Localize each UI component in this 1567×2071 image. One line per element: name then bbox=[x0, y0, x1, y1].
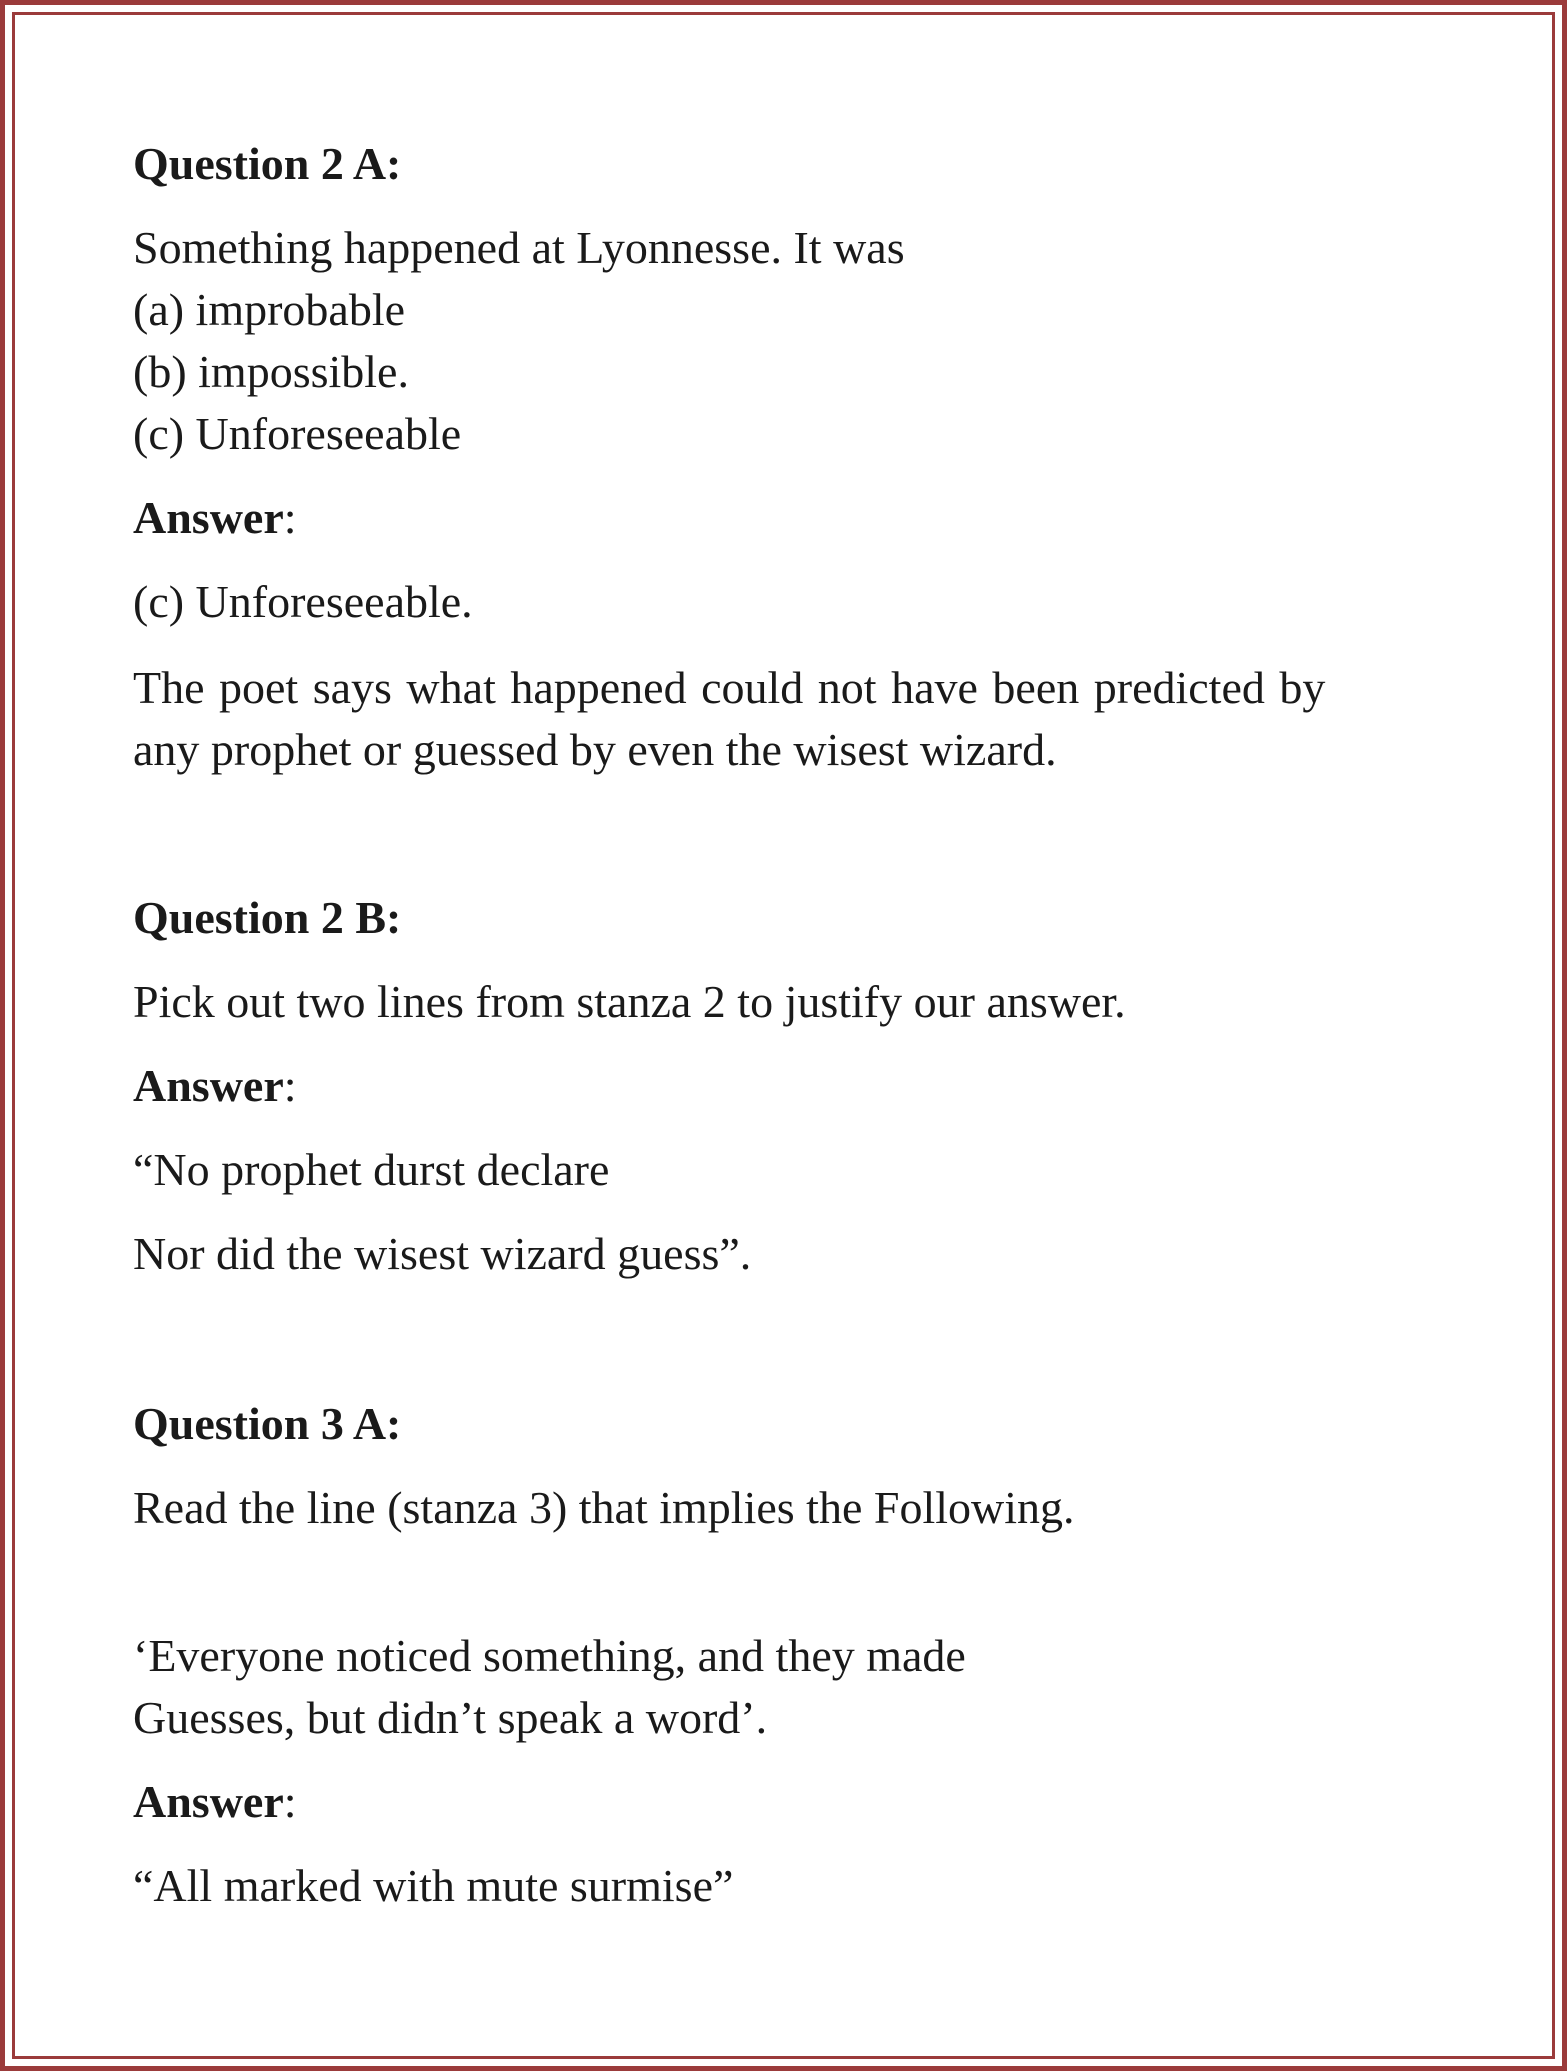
q3a-quote-line-2: Guesses, but didn’t speak a word’. bbox=[133, 1692, 768, 1743]
q2a-answer-label bbox=[133, 490, 297, 546]
q2a-heading: Question 2 A: bbox=[133, 138, 402, 189]
q3a-answer-label bbox=[133, 1774, 297, 1830]
q2b-answer-colon: : bbox=[283, 1060, 297, 1111]
q2a-answer: (c) Unforeseeable. bbox=[133, 576, 473, 627]
q2a-explanation-line-1: The poet says what happened could not have been predicted by bbox=[133, 662, 1326, 713]
q2a-option-a: (a) improbable bbox=[133, 284, 406, 335]
q3a-answer-colon: : bbox=[283, 1776, 297, 1827]
q2a-answer-label-text: Answer bbox=[133, 492, 284, 543]
q2a-option-b: (b) impossible. bbox=[133, 346, 409, 397]
q2b-answer-line-1: “No prophet durst declare bbox=[133, 1144, 610, 1195]
q2a-answer-colon: : bbox=[283, 492, 297, 543]
q3a-answer: “All marked with mute surmise” bbox=[133, 1860, 734, 1911]
q2b-answer-line-2: Nor did the wisest wizard guess”. bbox=[133, 1228, 752, 1279]
q3a-heading: Question 3 A: bbox=[133, 1398, 402, 1449]
q3a-question: Read the line (stanza 3) that implies the Following. bbox=[133, 1482, 1075, 1533]
q2b-answer-label bbox=[133, 1058, 297, 1114]
q3a-answer-label-text: Answer bbox=[133, 1776, 284, 1827]
q2b-question: Pick out two lines from stanza 2 to justify our answer. bbox=[133, 976, 1126, 1027]
q2b-answer-label-text: Answer bbox=[133, 1060, 284, 1111]
q2a-explanation-line-2: any prophet or guessed by even the wisest wizard. bbox=[133, 724, 1057, 775]
q2a-option-c: (c) Unforeseeable bbox=[133, 408, 462, 459]
q2b-heading: Question 2 B: bbox=[133, 892, 402, 943]
q3a-quote-line-1: ‘Everyone noticed something, and they made bbox=[133, 1630, 966, 1681]
q2a-question: Something happened at Lyonnesse. It was bbox=[133, 222, 905, 273]
